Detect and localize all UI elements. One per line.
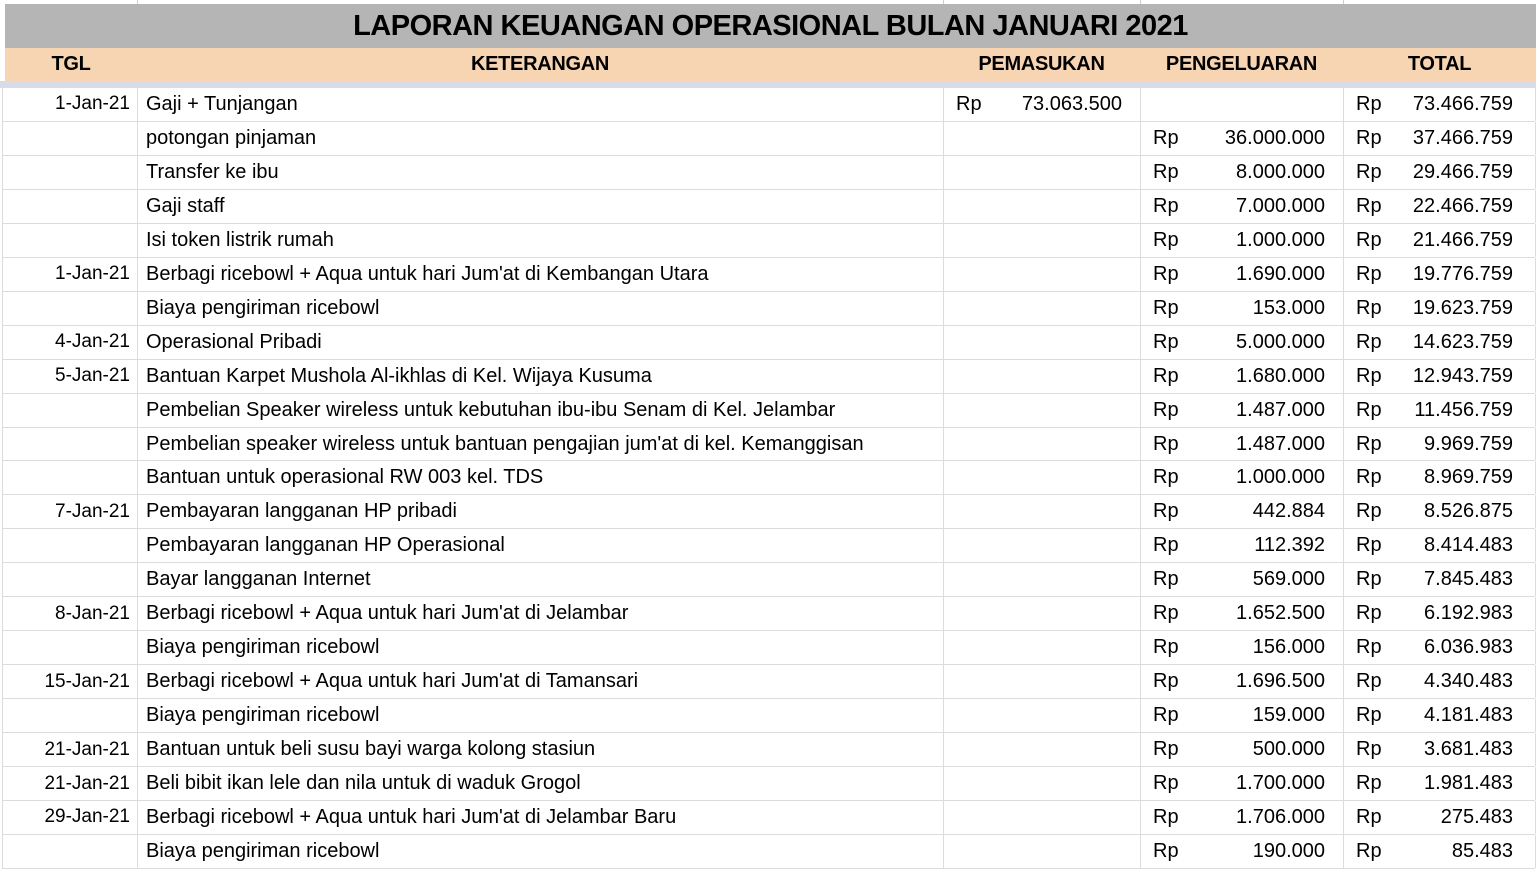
amount-value: 153.000 (1252, 296, 1325, 319)
amount-value: 1.487.000 (1236, 432, 1325, 455)
cell-total[interactable] (1344, 631, 1536, 664)
cell-total[interactable] (1344, 733, 1536, 766)
amount-value: 9.969.759 (1424, 432, 1513, 455)
currency-symbol: Rp (1356, 398, 1382, 421)
amount-value: 19.623.759 (1412, 296, 1513, 319)
gridline-tick (1140, 0, 1141, 4)
table-top-margin (0, 0, 1533, 4)
table-row (2, 495, 1535, 529)
cell-total[interactable] (1344, 190, 1536, 223)
amount-value: 190.000 (1252, 839, 1325, 862)
cell-pemasukan[interactable] (944, 258, 1141, 291)
cell-pemasukan[interactable] (944, 665, 1141, 698)
table-header-row (5, 48, 1536, 81)
cell-tgl[interactable]: 1-Jan-21 (3, 258, 138, 291)
cell-total[interactable] (1344, 699, 1536, 732)
cell-keterangan[interactable]: Biaya pengiriman ricebowl (138, 835, 944, 868)
cell-keterangan[interactable]: Berbagi ricebowl + Aqua untuk hari Jum'at di Kembangan Utara (138, 258, 944, 291)
cell-total[interactable] (1344, 767, 1536, 800)
cell-tgl[interactable]: 8-Jan-21 (3, 597, 138, 630)
amount-value: 4.340.483 (1424, 670, 1513, 693)
amount-value: 73.466.759 (1412, 92, 1513, 115)
cell-total[interactable] (1344, 122, 1536, 155)
cell-pemasukan[interactable] (944, 428, 1141, 461)
table-row (2, 428, 1535, 462)
currency-symbol: Rp (1153, 602, 1179, 625)
currency-symbol: Rp (1356, 364, 1382, 387)
currency-symbol: Rp (1153, 466, 1179, 489)
cell-tgl[interactable]: 21-Jan-21 (3, 767, 138, 800)
cell-tgl[interactable]: 7-Jan-21 (3, 495, 138, 528)
cell-pengeluaran[interactable] (1141, 190, 1344, 223)
amount-value: 442.884 (1252, 500, 1325, 523)
cell-pengeluaran[interactable] (1141, 156, 1344, 189)
currency-symbol: Rp (1153, 738, 1179, 761)
amount-value: 22.466.759 (1412, 194, 1513, 217)
cell-total[interactable] (1344, 360, 1536, 393)
currency-symbol: Rp (1153, 704, 1179, 727)
gridline-tick (137, 0, 138, 4)
cell-tgl[interactable]: 1-Jan-21 (3, 88, 138, 121)
currency-symbol: Rp (1356, 500, 1382, 523)
currency-symbol: Rp (1356, 738, 1382, 761)
amount-value: 1.700.000 (1236, 772, 1325, 795)
cell-tgl[interactable] (3, 292, 138, 325)
table-row (2, 835, 1535, 869)
amount-value: 3.681.483 (1424, 738, 1513, 761)
amount-value: 1.652.500 (1236, 602, 1325, 625)
amount-value: 29.466.759 (1412, 160, 1513, 183)
table-row (2, 801, 1535, 835)
cell-keterangan[interactable]: Berbagi ricebowl + Aqua untuk hari Jum'at di Jelambar (138, 597, 944, 630)
cell-keterangan[interactable]: Biaya pengiriman ricebowl (138, 631, 944, 664)
cell-tgl[interactable] (3, 631, 138, 664)
table-row (2, 665, 1535, 699)
cell-pemasukan[interactable] (944, 360, 1141, 393)
cell-total[interactable] (1344, 835, 1536, 868)
table-row (2, 767, 1535, 801)
currency-symbol: Rp (1356, 126, 1382, 149)
currency-symbol: Rp (1356, 194, 1382, 217)
cell-pengeluaran[interactable] (1141, 326, 1344, 359)
cell-pemasukan[interactable] (944, 461, 1141, 494)
amount-value: 19.776.759 (1412, 262, 1513, 285)
amount-value: 7.845.483 (1424, 568, 1513, 591)
table-row (2, 529, 1535, 563)
cell-pengeluaran[interactable] (1141, 292, 1344, 325)
cell-total[interactable] (1344, 461, 1536, 494)
cell-keterangan[interactable]: Bantuan untuk beli susu bayi warga kolong stasiun (138, 733, 944, 766)
cell-pengeluaran[interactable] (1141, 495, 1344, 528)
report-title-bar[interactable] (5, 4, 1536, 48)
currency-symbol: Rp (1356, 602, 1382, 625)
cell-pemasukan[interactable] (944, 563, 1141, 596)
currency-symbol: Rp (1153, 194, 1179, 217)
cell-tgl[interactable] (3, 156, 138, 189)
amount-value: 14.623.759 (1412, 330, 1513, 353)
cell-pengeluaran[interactable] (1141, 394, 1344, 427)
cell-pengeluaran[interactable] (1141, 699, 1344, 732)
table-row (2, 224, 1535, 258)
amount-value: 1.487.000 (1236, 398, 1325, 421)
cell-pemasukan[interactable] (944, 529, 1141, 562)
cell-tgl[interactable] (3, 190, 138, 223)
amount-value: 1.981.483 (1424, 772, 1513, 795)
cell-pengeluaran[interactable] (1141, 563, 1344, 596)
cell-pengeluaran[interactable] (1141, 835, 1344, 868)
cell-total[interactable] (1344, 597, 1536, 630)
table-row (2, 88, 1535, 122)
cell-total[interactable] (1344, 495, 1536, 528)
cell-keterangan[interactable]: Berbagi ricebowl + Aqua untuk hari Jum'at di Tamansari (138, 665, 944, 698)
amount-value: 159.000 (1252, 704, 1325, 727)
amount-value: 85.483 (1451, 839, 1513, 862)
amount-value: 8.000.000 (1236, 160, 1325, 183)
amount-value: 7.000.000 (1236, 194, 1325, 217)
amount-value: 36.000.000 (1224, 126, 1325, 149)
cell-total[interactable] (1344, 156, 1536, 189)
currency-symbol: Rp (1153, 839, 1179, 862)
table-row (2, 156, 1535, 190)
currency-symbol: Rp (1153, 228, 1179, 251)
amount-value: 1.706.000 (1236, 805, 1325, 828)
cell-keterangan[interactable]: Gaji + Tunjangan (138, 88, 944, 121)
cell-pemasukan[interactable] (944, 122, 1141, 155)
table-row (2, 563, 1535, 597)
cell-pemasukan[interactable] (944, 835, 1141, 868)
column-header-total[interactable]: TOTAL (1407, 53, 1472, 75)
gridline-tick (1343, 0, 1344, 4)
cell-total[interactable] (1344, 258, 1536, 291)
currency-symbol: Rp (1153, 398, 1179, 421)
column-header-pemasukan[interactable]: PEMASUKAN (978, 53, 1105, 75)
cell-pemasukan[interactable] (944, 495, 1141, 528)
currency-symbol: Rp (1153, 805, 1179, 828)
currency-symbol: Rp (1153, 568, 1179, 591)
cell-keterangan[interactable]: Bantuan Karpet Mushola Al-ikhlas di Kel. Wijaya Kusuma (138, 360, 944, 393)
currency-symbol: Rp (1356, 92, 1382, 115)
currency-symbol: Rp (1356, 330, 1382, 353)
cell-tgl[interactable] (3, 835, 138, 868)
currency-symbol: Rp (1153, 126, 1179, 149)
cell-pemasukan[interactable] (944, 88, 1141, 121)
cell-pemasukan[interactable] (944, 801, 1141, 834)
currency-symbol: Rp (1356, 296, 1382, 319)
currency-symbol: Rp (1153, 364, 1179, 387)
cell-pengeluaran[interactable] (1141, 461, 1344, 494)
cell-tgl[interactable] (3, 122, 138, 155)
cell-pengeluaran[interactable] (1141, 122, 1344, 155)
currency-symbol: Rp (1356, 772, 1382, 795)
cell-keterangan[interactable]: Biaya pengiriman ricebowl (138, 292, 944, 325)
cell-pemasukan[interactable] (944, 631, 1141, 664)
amount-value: 1.000.000 (1236, 228, 1325, 251)
cell-keterangan[interactable]: Pembelian speaker wireless untuk bantuan pengajian jum'at di kel. Kemanggisan (138, 428, 944, 461)
cell-tgl[interactable]: 21-Jan-21 (3, 733, 138, 766)
cell-pengeluaran[interactable] (1141, 224, 1344, 257)
currency-symbol: Rp (1356, 160, 1382, 183)
cell-keterangan[interactable]: Pembayaran langganan HP Operasional (138, 529, 944, 562)
currency-symbol: Rp (1356, 839, 1382, 862)
currency-symbol: Rp (1153, 636, 1179, 659)
table-row (2, 699, 1535, 733)
column-header-tgl[interactable]: TGL (51, 53, 91, 75)
cell-keterangan[interactable]: Beli bibit ikan lele dan nila untuk di waduk Grogol (138, 767, 944, 800)
cell-tgl[interactable] (3, 699, 138, 732)
table-row (2, 258, 1535, 292)
currency-symbol: Rp (1356, 805, 1382, 828)
cell-total[interactable] (1344, 394, 1536, 427)
cell-pengeluaran[interactable] (1141, 767, 1344, 800)
cell-tgl[interactable] (3, 461, 138, 494)
cell-pengeluaran[interactable] (1141, 665, 1344, 698)
amount-value: 21.466.759 (1412, 228, 1513, 251)
amount-value: 6.192.983 (1424, 602, 1513, 625)
cell-total[interactable] (1344, 88, 1536, 121)
cell-keterangan[interactable]: Bayar langganan Internet (138, 563, 944, 596)
amount-value: 12.943.759 (1412, 364, 1513, 387)
currency-symbol: Rp (1356, 466, 1382, 489)
cell-pemasukan[interactable] (944, 190, 1141, 223)
amount-value: 11.456.759 (1414, 398, 1513, 421)
currency-symbol: Rp (1153, 296, 1179, 319)
amount-value: 112.392 (1254, 534, 1325, 557)
cell-keterangan[interactable]: Biaya pengiriman ricebowl (138, 699, 944, 732)
cell-pengeluaran[interactable] (1141, 258, 1344, 291)
cell-pengeluaran[interactable] (1141, 428, 1344, 461)
amount-value: 8.526.875 (1424, 500, 1513, 523)
table-row (2, 326, 1535, 360)
currency-symbol: Rp (1153, 432, 1179, 455)
currency-symbol: Rp (1356, 262, 1382, 285)
currency-symbol: Rp (1153, 670, 1179, 693)
table-row (2, 292, 1535, 326)
table-row (2, 190, 1535, 224)
cell-total[interactable] (1344, 224, 1536, 257)
cell-pengeluaran[interactable] (1141, 733, 1344, 766)
amount-value: 569.000 (1252, 568, 1325, 591)
amount-value: 73.063.500 (1021, 92, 1122, 115)
cell-pemasukan[interactable] (944, 224, 1141, 257)
cell-total[interactable] (1344, 292, 1536, 325)
amount-value: 500.000 (1252, 738, 1325, 761)
column-header-pengeluaran[interactable]: PENGELUARAN (1165, 53, 1318, 75)
report-title: LAPORAN KEUANGAN OPERASIONAL BULAN JANUARI 2021 (353, 9, 1188, 42)
currency-symbol: Rp (1153, 772, 1179, 795)
currency-symbol: Rp (1356, 670, 1382, 693)
cell-pengeluaran[interactable] (1141, 801, 1344, 834)
cell-pemasukan[interactable] (944, 292, 1141, 325)
currency-symbol: Rp (1153, 160, 1179, 183)
header-divider (0, 81, 1536, 88)
currency-symbol: Rp (1356, 432, 1382, 455)
cell-total[interactable] (1344, 326, 1536, 359)
cell-pengeluaran[interactable] (1141, 360, 1344, 393)
cell-pemasukan[interactable] (944, 733, 1141, 766)
amount-value: 1.000.000 (1236, 466, 1325, 489)
cell-keterangan[interactable]: Pembayaran langganan HP pribadi (138, 495, 944, 528)
currency-symbol: Rp (1153, 534, 1179, 557)
cell-total[interactable] (1344, 428, 1536, 461)
cell-keterangan[interactable]: potongan pinjaman (138, 122, 944, 155)
cell-tgl[interactable] (3, 428, 138, 461)
cell-total[interactable] (1344, 529, 1536, 562)
cell-pengeluaran[interactable] (1141, 597, 1344, 630)
cell-pengeluaran[interactable] (1141, 631, 1344, 664)
amount-value: 1.680.000 (1236, 364, 1325, 387)
table-row (2, 360, 1535, 394)
cell-pemasukan[interactable] (944, 326, 1141, 359)
cell-pemasukan[interactable] (944, 597, 1141, 630)
currency-symbol: Rp (1356, 534, 1382, 557)
cell-keterangan[interactable]: Transfer ke ibu (138, 156, 944, 189)
cell-pengeluaran[interactable] (1141, 88, 1344, 121)
cell-keterangan[interactable]: Gaji staff (138, 190, 944, 223)
cell-tgl[interactable] (3, 394, 138, 427)
cell-pemasukan[interactable] (944, 767, 1141, 800)
cell-tgl[interactable] (3, 224, 138, 257)
currency-symbol: Rp (1356, 228, 1382, 251)
currency-symbol: Rp (1153, 500, 1179, 523)
cell-keterangan[interactable]: Operasional Pribadi (138, 326, 944, 359)
table-row (2, 461, 1535, 495)
cell-pemasukan[interactable] (944, 394, 1141, 427)
cell-tgl[interactable]: 29-Jan-21 (3, 801, 138, 834)
cell-keterangan[interactable]: Berbagi ricebowl + Aqua untuk hari Jum'at di Jelambar Baru (138, 801, 944, 834)
cell-keterangan[interactable]: Pembelian Speaker wireless untuk kebutuhan ibu-ibu Senam di Kel. Jelambar (138, 394, 944, 427)
amount-value: 5.000.000 (1236, 330, 1325, 353)
cell-tgl[interactable]: 4-Jan-21 (3, 326, 138, 359)
cell-tgl[interactable] (3, 563, 138, 596)
currency-symbol: Rp (1153, 262, 1179, 285)
cell-pemasukan[interactable] (944, 699, 1141, 732)
currency-symbol: Rp (1356, 704, 1382, 727)
table-row (2, 597, 1535, 631)
currency-symbol: Rp (1356, 568, 1382, 591)
cell-keterangan[interactable]: Bantuan untuk operasional RW 003 kel. TDS (138, 461, 944, 494)
amount-value: 8.969.759 (1424, 466, 1513, 489)
currency-symbol: Rp (1356, 636, 1382, 659)
column-header-keterangan[interactable]: KETERANGAN (470, 53, 610, 75)
cell-total[interactable] (1344, 665, 1536, 698)
amount-value: 6.036.983 (1424, 636, 1513, 659)
currency-symbol: Rp (1153, 330, 1179, 353)
cell-total[interactable] (1344, 801, 1536, 834)
cell-keterangan[interactable]: Isi token listrik rumah (138, 224, 944, 257)
amount-value: 275.483 (1440, 805, 1513, 828)
table-row (2, 733, 1535, 767)
cell-tgl[interactable]: 15-Jan-21 (3, 665, 138, 698)
amount-value: 1.690.000 (1236, 262, 1325, 285)
currency-symbol: Rp (956, 92, 982, 115)
table-row (2, 631, 1535, 665)
amount-value: 8.414.483 (1424, 534, 1513, 557)
cell-total[interactable] (1344, 563, 1536, 596)
amount-value: 1.696.500 (1236, 670, 1325, 693)
table-row (2, 122, 1535, 156)
amount-value: 156.000 (1252, 636, 1325, 659)
cell-pengeluaran[interactable] (1141, 529, 1344, 562)
amount-value: 37.466.759 (1412, 126, 1513, 149)
table-row (2, 394, 1535, 428)
cell-tgl[interactable]: 5-Jan-21 (3, 360, 138, 393)
gridline-tick (943, 0, 944, 4)
table-body (2, 88, 1535, 869)
cell-pemasukan[interactable] (944, 156, 1141, 189)
cell-tgl[interactable] (3, 529, 138, 562)
amount-value: 4.181.483 (1424, 704, 1513, 727)
